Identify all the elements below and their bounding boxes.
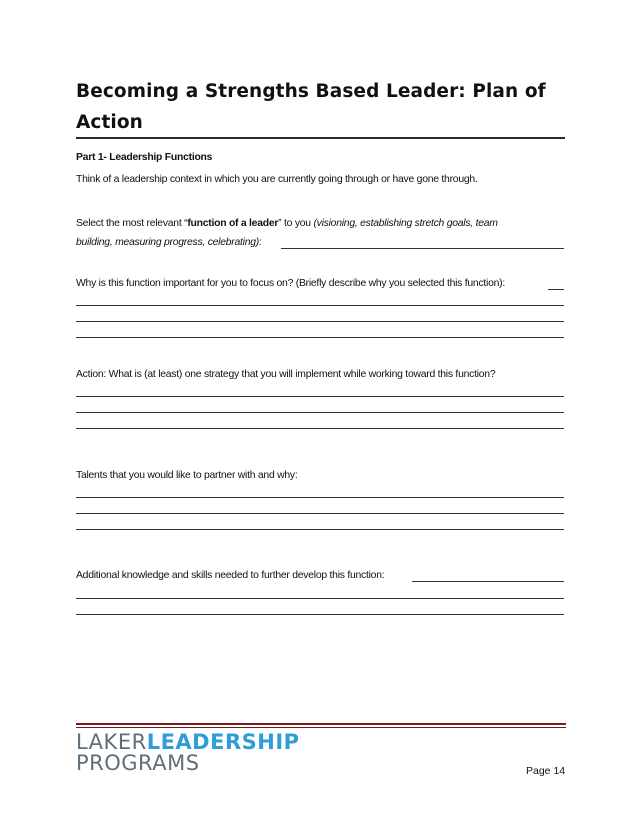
select-prompt-lead: Select the most relevant “ [76,218,188,229]
select-prompt-examples: (visioning, establishing stretch goals, team [313,218,498,229]
laker-leadership-logo [76,731,300,774]
footer-divider-thin [76,727,566,728]
talents-prompt: Talents that you would like to partner with and why: [76,470,298,481]
intro-text: Think of a leadership context in which you are currently going through or have gone through. [76,174,478,185]
section-heading: Part 1- Leadership Functions [76,152,213,163]
why-answer-line[interactable] [76,305,564,306]
why-answer-line-inline[interactable] [548,289,564,290]
why-answer-line[interactable] [76,337,564,338]
knowledge-answer-line-inline[interactable] [412,581,564,582]
logo-word-leadership: LEADERSHIP [146,730,300,754]
select-function-prompt [76,218,498,229]
logo-word-laker: LAKER [76,730,147,754]
select-prompt-after: ” to you [278,218,314,229]
talents-answer-line[interactable] [76,513,564,514]
action-answer-line[interactable] [76,396,564,397]
knowledge-prompt: Additional knowledge and skills needed to further develop this function: [76,570,385,581]
function-answer-line[interactable] [281,248,564,249]
page-number: Page 14 [526,765,566,777]
page-title: Becoming a Strengths Based Leader: Plan of Action [76,81,546,133]
logo-row-top [76,731,300,753]
talents-answer-line[interactable] [76,529,564,530]
title-divider [76,137,565,139]
why-prompt: Why is this function important for you to focus on? (Briefly describe why you selected this function): [76,278,506,289]
why-answer-line[interactable] [76,321,564,322]
action-prompt: Action: What is (at least) one strategy that you will implement while working toward this function? [76,369,496,380]
logo-word-programs: PROGRAMS [76,751,200,775]
knowledge-answer-line[interactable] [76,598,564,599]
knowledge-answer-line[interactable] [76,614,564,615]
select-prompt-examples-cont: building, measuring progress, celebrating): [76,237,262,248]
action-answer-line[interactable] [76,428,564,429]
action-answer-line[interactable] [76,412,564,413]
select-prompt-bold: function of a leader [187,218,279,229]
footer-divider [76,723,566,725]
talents-answer-line[interactable] [76,497,564,498]
